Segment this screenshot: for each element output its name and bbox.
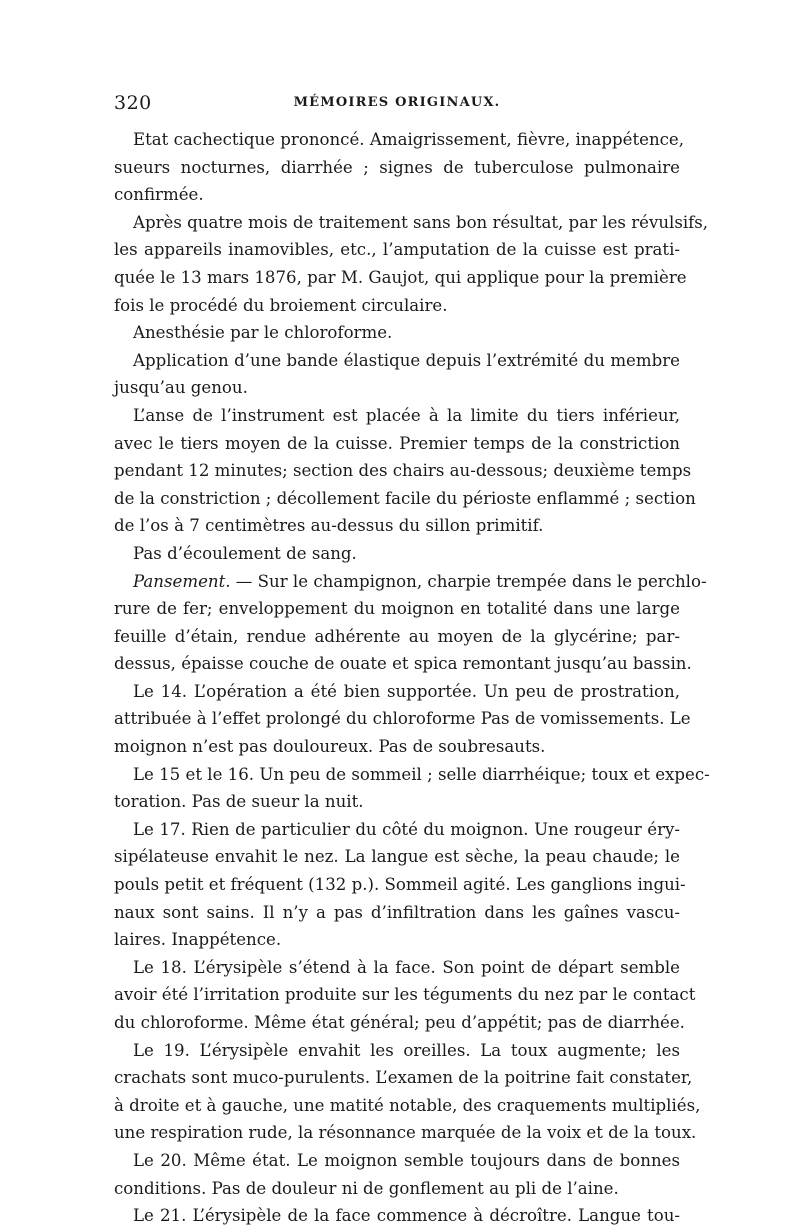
text-line: quée le 13 mars 1876, par M. Gaujot, qui applique pour la première xyxy=(114,267,687,287)
text-run: — Sur le champignon, charpie trempée dans le perchlo- xyxy=(230,571,707,591)
paragraph xyxy=(114,540,680,568)
text-line: sueurs nocturnes, diarrhée ; signes de tuberculose pulmonaire xyxy=(114,157,680,177)
text-line: avec le tiers moyen de la cuisse. Premier temps de la constriction xyxy=(114,433,680,453)
paragraph xyxy=(114,347,680,402)
paragraph xyxy=(114,816,686,954)
text-line: Le 21. L’érysipèle de la face commence à décroître. Langue tou- xyxy=(133,1206,680,1226)
text-line: de la constriction ; décollement facile du périoste enflammé ; section xyxy=(114,488,696,508)
running-head: MÉMOIRES ORIGINAUX. xyxy=(293,95,501,110)
text-line: Etat cachectique prononcé. Amaigrissement, fièvre, inappétence, xyxy=(133,130,685,149)
text-line: naux sont sains. Il n’y a pas d’infiltration dans les gaînes vascu- xyxy=(114,902,680,922)
text-line: Le 14. L’opération a été bien supportée. Un peu de prostration, xyxy=(133,681,680,701)
text-line: avoir été l’irritation produite sur les téguments du nez par le contact xyxy=(114,985,696,1005)
text-line: jusqu’au genou. xyxy=(114,378,248,398)
text-line: Le 20. Même état. Le moignon semble toujours dans de bonnes xyxy=(133,1150,680,1170)
paragraph xyxy=(114,568,707,678)
text-line: conditions. Pas de douleur ni de gonflement au pli de l’aine. xyxy=(114,1178,619,1198)
text-line: laires. Inappétence. xyxy=(114,930,282,950)
text-line: attribuée à l’effet prolongé du chloroforme Pas de vomissements. Le xyxy=(114,709,691,729)
text-line: pouls petit et fréquent (132 p.). Sommeil agité. Les ganglions ingui- xyxy=(114,875,686,895)
paragraph xyxy=(114,319,680,347)
text-line: Anesthésie par le chloroforme. xyxy=(133,323,393,343)
paragraph xyxy=(114,954,696,1037)
text-line: dessus, épaisse couche de ouate et spica remontant jusqu’au bassin. xyxy=(114,654,692,674)
text-line: rure de fer; enveloppement du moignon en totalité dans une large xyxy=(114,599,680,619)
paragraph xyxy=(114,402,696,540)
text-line: L’anse de l’instrument est placée à la limite du tiers inférieur, xyxy=(133,405,680,425)
paragraph xyxy=(114,126,685,209)
page-header xyxy=(114,92,680,122)
text-line: confirmée. xyxy=(114,185,204,205)
body-text xyxy=(114,126,710,1230)
text-line: les appareils inamovibles, etc., l’amputation de la cuisse est prati- xyxy=(114,240,680,260)
text-line: à droite et à gauche, une matité notable, des craquements multipliés, xyxy=(114,1095,701,1115)
text-line: Le 15 et le 16. Un peu de sommeil ; selle diarrhéique; toux et expec- xyxy=(133,764,710,784)
paragraph xyxy=(114,761,710,816)
text-line: Le 18. L’érysipèle s’étend à la face. Son point de départ semble xyxy=(133,957,680,977)
page-number: 320 xyxy=(114,92,152,114)
text-line: pendant 12 minutes; section des chairs au-dessous; deuxième temps xyxy=(114,461,692,481)
text-line: du chloroforme. Même état général; peu d’appétit; pas de diarrhée. xyxy=(114,1013,685,1032)
text-line: toration. Pas de sueur la nuit. xyxy=(114,792,364,812)
paragraph xyxy=(114,1037,701,1147)
text-line: Le 19. L’érysipèle envahit les oreilles. La toux augmente; les xyxy=(133,1040,680,1060)
text-line: crachats sont muco-purulents. L’examen de la poitrine fait constater, xyxy=(114,1068,693,1088)
paragraph xyxy=(114,678,691,761)
text-line: une respiration rude, la résonnance marquée de la voix et de la toux. xyxy=(114,1123,697,1143)
text-line: fois le procédé du broiement circulaire. xyxy=(114,295,448,315)
paragraph xyxy=(114,1202,680,1230)
text-line: Le 17. Rien de particulier du côté du moignon. Une rougeur éry- xyxy=(133,819,680,839)
text-line: Application d’une bande élastique depuis l’extrémité du membre xyxy=(133,350,680,370)
text-line: Après quatre mois de traitement sans bon résultat, par les révulsifs, xyxy=(133,212,709,232)
italic-lead: Pansement. xyxy=(133,571,231,591)
paragraph xyxy=(114,1147,680,1202)
text-line: sipélateuse envahit le nez. La langue est sèche, la peau chaude; le xyxy=(114,847,680,867)
text-line: feuille d’étain, rendue adhérente au moyen de la glycérine; par- xyxy=(114,626,680,646)
text-line xyxy=(114,568,707,596)
text-line: Pas d’écoulement de sang. xyxy=(133,543,357,563)
text-line: de l’os à 7 centimètres au-dessus du sillon primitif. xyxy=(114,516,544,536)
text-line: moignon n’est pas douloureux. Pas de soubresauts. xyxy=(114,737,546,757)
paragraph xyxy=(114,209,709,319)
